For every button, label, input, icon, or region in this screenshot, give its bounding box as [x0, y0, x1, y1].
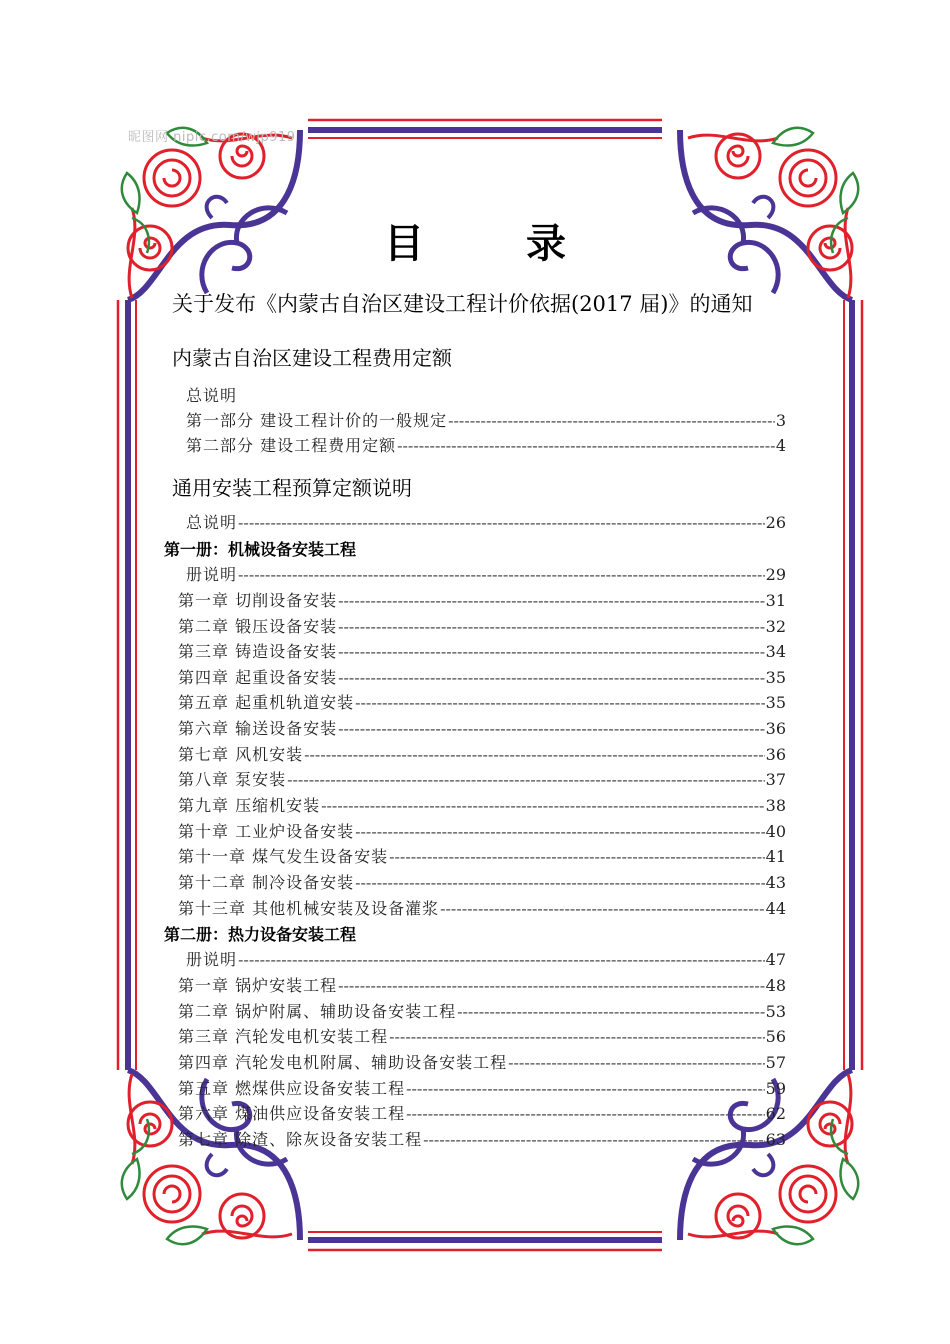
- toc-label: 第六章 输送设备安装: [178, 719, 338, 738]
- toc-row[interactable]: [186, 408, 786, 430]
- page-title: 目 录: [384, 221, 610, 267]
- toc-row[interactable]: [178, 793, 786, 815]
- toc-row[interactable]: [178, 1024, 786, 1046]
- toc-leader: [406, 1104, 765, 1123]
- toc-row[interactable]: [178, 742, 786, 764]
- toc-label: 第十二章 制冷设备安装: [178, 873, 355, 892]
- toc-leader: [406, 1079, 765, 1098]
- toc-row[interactable]: [186, 433, 786, 455]
- toc-label: 第十一章 煤气发生设备安装: [178, 847, 389, 866]
- toc-page-number: 57: [765, 1053, 786, 1072]
- toc-page-number: 63: [765, 1130, 786, 1149]
- toc-page-number: 38: [765, 796, 786, 815]
- toc-page-number: 32: [765, 617, 786, 636]
- section-heading-fee-quota[interactable]: 内蒙古自治区建设工程费用定额: [172, 346, 452, 370]
- toc-leader: [338, 617, 765, 636]
- toc-page-number: 44: [765, 899, 786, 918]
- toc-page-number: 36: [765, 745, 786, 764]
- toc-page-number: 35: [765, 668, 786, 687]
- toc-leader: [321, 796, 765, 815]
- toc-row[interactable]: [178, 767, 786, 789]
- toc-page-number: 41: [765, 847, 786, 866]
- toc-leader: [338, 976, 765, 995]
- toc-row[interactable]: [178, 1127, 786, 1149]
- toc-page-number: 3: [775, 411, 786, 430]
- toc-leader: [440, 899, 765, 918]
- toc-row[interactable]: [178, 1101, 786, 1123]
- toc-leader: [338, 642, 765, 661]
- toc-row[interactable]: [178, 973, 786, 995]
- toc-label: 第三章 汽轮发电机安装工程: [178, 1027, 389, 1046]
- toc-leader: [287, 770, 765, 789]
- toc-leader: [355, 822, 765, 841]
- toc-page-number: 4: [775, 436, 786, 455]
- toc-row[interactable]: [186, 562, 786, 584]
- toc-page-number: 36: [765, 719, 786, 738]
- toc-leader: [338, 668, 765, 687]
- toc-row[interactable]: [186, 510, 786, 532]
- toc-row[interactable]: [178, 844, 786, 866]
- toc-label: 第四章 汽轮发电机附属、辅助设备安装工程: [178, 1053, 508, 1072]
- toc-label: 第三章 铸造设备安装: [178, 642, 338, 661]
- toc-page-number: 37: [765, 770, 786, 789]
- toc-row[interactable]: [178, 639, 786, 661]
- toc-page-number: 31: [765, 591, 786, 610]
- toc-label: 第七章 风机安装: [178, 745, 304, 764]
- toc-label: 第六章 煤油供应设备安装工程: [178, 1104, 406, 1123]
- toc-leader: [423, 1130, 765, 1149]
- toc-label: 第一部分 建设工程计价的一般规定: [186, 411, 448, 430]
- toc-page-number: 48: [765, 976, 786, 995]
- toc-page-number: 26: [765, 513, 786, 532]
- toc-leader: [397, 436, 775, 455]
- toc-leader: [355, 693, 765, 712]
- toc-label: 第七章 除渣、除灰设备安装工程: [178, 1130, 423, 1149]
- toc-leader: [338, 591, 765, 610]
- toc-label: 册说明: [186, 565, 238, 584]
- toc-label: 第八章 泵安装: [178, 770, 287, 789]
- volume-heading[interactable]: 第二册：热力设备安装工程: [164, 925, 357, 944]
- toc-label: 第一章 锅炉安装工程: [178, 976, 338, 995]
- toc-label: 总说明: [186, 513, 238, 532]
- toc-label: 第四章 起重设备安装: [178, 668, 338, 687]
- toc-label: 第十章 工业炉设备安装: [178, 822, 355, 841]
- toc-page-number: 43: [765, 873, 786, 892]
- toc-page-number: 35: [765, 693, 786, 712]
- toc-leader: [338, 719, 765, 738]
- toc-row[interactable]: [178, 1076, 786, 1098]
- toc-leader: [238, 565, 765, 584]
- toc-label: 第五章 起重机轨道安装: [178, 693, 355, 712]
- toc-label: 第五章 燃煤供应设备安装工程: [178, 1079, 406, 1098]
- toc-leader: [448, 411, 775, 430]
- toc-leader: [238, 513, 765, 532]
- toc-item-general-notes[interactable]: 总说明: [186, 386, 238, 405]
- watermark-text: 昵图网 nipic.com/wjp919: [128, 130, 296, 145]
- toc-label: 册说明: [186, 950, 238, 969]
- toc-label: 第二章 锅炉附属、辅助设备安装工程: [178, 1002, 457, 1021]
- toc-leader: [389, 847, 765, 866]
- notice-heading[interactable]: 关于发布《内蒙古自治区建设工程计价依据(2017 届)》的通知: [172, 292, 753, 316]
- toc-page-number: 53: [765, 1002, 786, 1021]
- toc-page-number: 56: [765, 1027, 786, 1046]
- toc-leader: [508, 1053, 765, 1072]
- toc-label: 第二部分 建设工程费用定额: [186, 436, 397, 455]
- toc-label: 第二章 锻压设备安装: [178, 617, 338, 636]
- toc-row[interactable]: [178, 819, 786, 841]
- toc-page-number: 29: [765, 565, 786, 584]
- toc-row[interactable]: [186, 947, 786, 969]
- toc-label: 第十三章 其他机械安装及设备灌浆: [178, 899, 440, 918]
- section-heading-installation[interactable]: 通用安装工程预算定额说明: [172, 476, 412, 500]
- toc-leader: [457, 1002, 765, 1021]
- toc-row[interactable]: [178, 690, 786, 712]
- toc-row[interactable]: [178, 665, 786, 687]
- toc-row[interactable]: [178, 999, 786, 1021]
- toc-row[interactable]: [178, 588, 786, 610]
- toc-row[interactable]: [178, 870, 786, 892]
- toc-page-number: 62: [765, 1104, 786, 1123]
- toc-leader: [304, 745, 765, 764]
- toc-label: 第一章 切削设备安装: [178, 591, 338, 610]
- toc-page-number: 59: [765, 1079, 786, 1098]
- toc-label: 第九章 压缩机安装: [178, 796, 321, 815]
- toc-leader: [238, 950, 765, 969]
- toc-row[interactable]: [178, 1050, 786, 1072]
- toc-page-number: 47: [765, 950, 786, 969]
- toc-row[interactable]: [178, 614, 786, 636]
- toc-row[interactable]: [178, 896, 786, 918]
- toc-row[interactable]: [178, 716, 786, 738]
- toc-leader: [355, 873, 765, 892]
- toc-leader: [389, 1027, 765, 1046]
- volume-heading[interactable]: 第一册：机械设备安装工程: [164, 540, 357, 559]
- toc-page-number: 40: [765, 822, 786, 841]
- toc-page-number: 34: [765, 642, 786, 661]
